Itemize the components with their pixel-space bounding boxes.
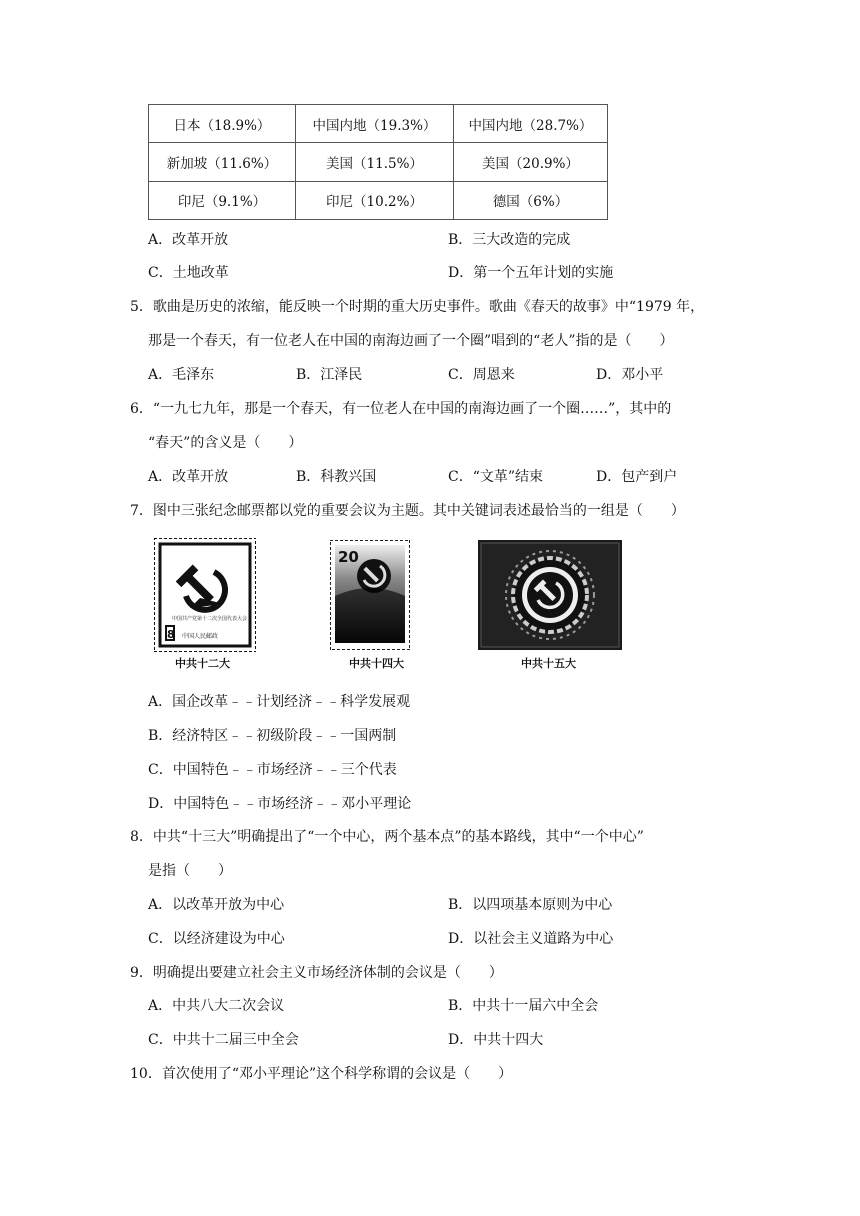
- q5-option-c: C．周恩来: [448, 367, 515, 383]
- table-row: [149, 105, 608, 143]
- q8-stem-line2: 是指（ ）: [148, 863, 232, 879]
- q7-option-b: B．经济特区﹣﹣初级阶段﹣﹣一国两制: [148, 728, 397, 744]
- q8-stem-line1: 8．中共“十三大”明确提出了“一个中心，两个基本点”的基本路线，其中“一个中心”: [130, 829, 644, 845]
- q9-stem-line1: 9．明确提出要建立社会主义市场经济体制的会议是（ ）: [130, 965, 503, 981]
- stamp-issuer: 中国人民邮政: [182, 633, 219, 640]
- q4-option-c: C．土地改革: [148, 265, 229, 281]
- q8-option-d: D．以社会主义道路为中心: [448, 931, 614, 947]
- q8-option-b: B．以四项基本原则为中心: [448, 897, 613, 913]
- q6-stem-line1: 6．“一九七九年，那是一个春天，有一位老人在中国的南海边画了一个圈……”，其中的: [130, 401, 672, 417]
- stamp-caption: 中共十四大: [349, 657, 404, 670]
- stamp-15th-congress: [478, 540, 622, 650]
- table-cell: 德国（6%）: [454, 181, 608, 219]
- q6-stem-line2: “春天”的含义是（ ）: [148, 435, 303, 451]
- table-cell: 美国（20.9%）: [454, 143, 608, 181]
- q9-option-b: B．中共十一届六中全会: [448, 998, 599, 1014]
- hammer-sickle-icon: [357, 559, 391, 593]
- q9-option-a: A．中共八大二次会议: [148, 998, 285, 1014]
- table-cell: 新加坡（11.6%）: [149, 143, 296, 181]
- q5-stem-line2: 那是一个春天，有一位老人在中国的南海边画了一个圈”唱到的“老人”指的是（ ）: [148, 333, 674, 349]
- q6-option-c: C．“文革”结束: [448, 469, 544, 485]
- table-cell: 中国内地（28.7%）: [454, 105, 608, 143]
- q7-option-a: A．国企改革﹣﹣计划经济﹣﹣科学发展观: [148, 694, 411, 710]
- stamp-inscription: 中国共产党第十二次全国代表大会: [172, 616, 248, 622]
- stamp-14th-congress: [330, 540, 410, 650]
- trade-partner-table: [148, 104, 608, 220]
- q5-stem-line1: 5．歌曲是历史的浓缩，能反映一个时期的重大历史事件。歌曲《春天的故事》中“1979 年，: [130, 299, 705, 315]
- table-cell: 美国（11.5%）: [296, 143, 454, 181]
- q9-option-c: C．中共十二届三中全会: [148, 1032, 299, 1048]
- q10-stem-line1: 10．首次使用了“邓小平理论”这个科学称谓的会议是（ ）: [130, 1066, 513, 1082]
- q5-option-a: A．毛泽东: [148, 367, 215, 383]
- table-cell: 印尼（9.1%）: [149, 181, 296, 219]
- q4-option-d: D．第一个五年计划的实施: [448, 265, 614, 281]
- q7-option-d: D．中国特色﹣﹣市场经济﹣﹣邓小平理论: [148, 796, 412, 812]
- q6-option-d: D．包产到户: [596, 469, 678, 485]
- table-cell: 日本（18.9%）: [149, 105, 296, 143]
- q7-stem-line1: 7．图中三张纪念邮票都以党的重要会议为主题。其中关键词表述最恰当的一组是（ ）: [130, 503, 685, 519]
- q5-option-b: B．江泽民: [296, 367, 363, 383]
- q9-option-d: D．中共十四大: [448, 1032, 544, 1048]
- stamp-caption: 中共十二大: [175, 657, 230, 670]
- q6-option-a: A．改革开放: [148, 469, 229, 485]
- q5-option-d: D．邓小平: [596, 367, 664, 383]
- stamp-denomination: 20: [338, 548, 359, 566]
- q8-option-c: C．以经济建设为中心: [148, 931, 285, 947]
- table-cell: 中国内地（19.3%）: [296, 105, 454, 143]
- stamp-caption: 中共十五大: [521, 657, 576, 670]
- q6-option-b: B．科教兴国: [296, 469, 377, 485]
- table-row: [149, 143, 608, 181]
- stamp-12th-congress: [154, 538, 256, 652]
- table-row: [149, 181, 608, 219]
- q4-option-b: B．三大改造的完成: [448, 232, 571, 248]
- stamp-denomination: 8: [167, 628, 175, 641]
- q7-option-c: C．中国特色﹣﹣市场经济﹣﹣三个代表: [148, 762, 397, 778]
- table-cell: 印尼（10.2%）: [296, 181, 454, 219]
- q4-option-a: A．改革开放: [148, 232, 229, 248]
- q8-option-a: A．以改革开放为中心: [148, 897, 285, 913]
